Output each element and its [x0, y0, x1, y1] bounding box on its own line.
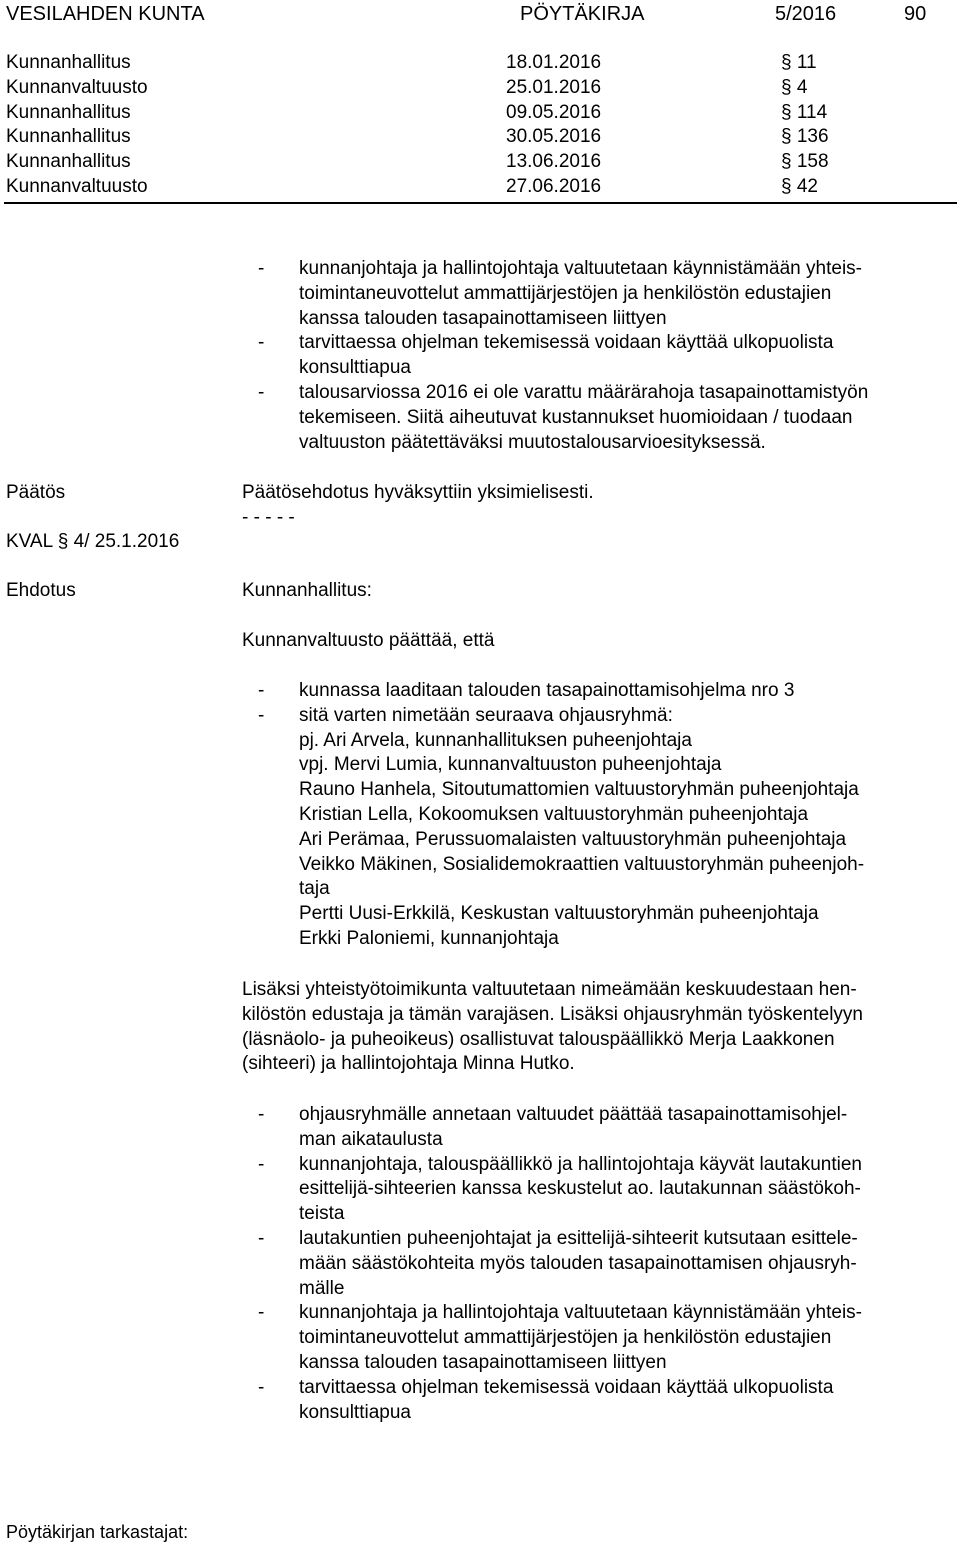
list-item-line: konsulttiapua	[299, 1401, 411, 1423]
list-item	[242, 1103, 957, 1153]
list-item-line: ohjausryhmälle annetaan valtuudet päättää tasapainottamisohjel-	[299, 1104, 848, 1125]
meeting-org: Kunnanvaltuusto	[6, 76, 148, 98]
section-number: 42	[796, 175, 818, 197]
bullet-dash: -	[258, 1104, 265, 1125]
paragraph-line: kilöstön edustaja ja tämän varajäsen. Lisäksi ohjausryhmän työskentelyyn	[242, 1003, 863, 1025]
member-line: taja	[299, 878, 330, 900]
section-sign: §	[781, 76, 792, 98]
list-item-line: kanssa talouden tasapainottamiseen liittyen	[299, 307, 667, 329]
member-line: Pertti Uusi-Erkkilä, Keskustan valtuustoryhmän puheenjohtaja	[299, 903, 819, 925]
meeting-org: Kunnanhallitus	[6, 151, 131, 173]
meeting-section	[781, 125, 829, 150]
decision-text: Päätösehdotus hyväksyttiin yksimielisesti.	[242, 482, 594, 503]
member-line: Ari Perämaa, Perussuomalaisten valtuustoryhmän puheenjohtaja	[299, 828, 847, 850]
bullet-dash: -	[258, 381, 265, 403]
meeting-section	[781, 51, 817, 76]
list-item	[242, 1153, 957, 1227]
member-line: pj. Ari Arvela, kunnanhallituksen puheenjohtaja	[299, 729, 692, 751]
meeting-org: Kunnanhallitus	[6, 52, 131, 73]
list-item-line: sitä varten nimetään seuraava ohjausryhmä:	[299, 704, 673, 726]
meeting-section	[781, 175, 818, 200]
decision-separator: - - - - -	[242, 507, 295, 528]
paragraph-line: (läsnäolo- ja puheoikeus) osallistuvat talouspäällikkö Merja Laakkonen	[242, 1028, 835, 1050]
list-item	[242, 1376, 957, 1426]
member-line: Kristian Lella, Kokoomuksen valtuustoryhmän puheenjohtaja	[299, 803, 809, 825]
meeting-section	[781, 76, 807, 101]
steering-group-members	[242, 729, 957, 952]
meeting-date: 09.05.2016	[506, 101, 602, 123]
section-sign: §	[781, 151, 792, 173]
section-sign: §	[781, 126, 792, 148]
section-number: 136	[796, 126, 829, 148]
list-item-line: man aikataulusta	[299, 1128, 443, 1150]
meeting-org: Kunnanhallitus	[6, 126, 131, 148]
member-line: Rauno Hanhela, Sitoutumattomien valtuustoryhmän puheenjohtaja	[299, 779, 859, 801]
proposal-list	[242, 679, 957, 952]
member-line: Erkki Paloniemi, kunnanjohtaja	[299, 927, 559, 949]
list-item	[242, 679, 957, 704]
list-item-line: teista	[299, 1203, 345, 1225]
decision-reference	[6, 530, 179, 555]
header-divider	[4, 202, 957, 204]
section-sign: §	[781, 101, 792, 123]
list-item-line: mään säästökohteita myös talouden tasapainottamisen ohjausryh-	[299, 1252, 857, 1274]
proposal-list-2	[242, 1103, 957, 1425]
bullet-dash: -	[258, 1302, 265, 1324]
meeting-row	[6, 51, 906, 76]
section-sign: §	[57, 531, 69, 552]
paragraph-line: (sihteeri) ja hallintojohtaja Minna Hutko.	[242, 1053, 575, 1075]
section-sign: §	[781, 175, 792, 197]
meeting-row	[6, 150, 906, 175]
list-item-line: valtuuston päätettäväksi muutostalousarvioesityksessä.	[299, 431, 766, 453]
decision-label: Päätös	[6, 482, 66, 503]
list-item-line: tekemiseen. Siitä aiheutuvat kustannukset huomioidaan / tuodaan	[299, 406, 853, 428]
list-item	[242, 1227, 957, 1301]
meeting-date: 27.06.2016	[506, 175, 602, 197]
section-number: 114	[796, 101, 828, 123]
member-line: Veikko Mäkinen, Sosialidemokraattien valtuustoryhmän puheenjoh-	[299, 853, 865, 875]
list-item-line: esittelijä-sihteerien kanssa keskustelut ao. lautakunnan säästökoh-	[299, 1178, 861, 1200]
reference-date: 4/ 25.1.2016	[73, 531, 180, 552]
list-item-line: kunnanjohtaja ja hallintojohtaja valtuutetaan käynnistämään yhteis-	[299, 1302, 862, 1324]
list-item	[242, 704, 957, 729]
meeting-org: Kunnanhallitus	[6, 101, 131, 123]
list-item-line: mälle	[299, 1277, 345, 1299]
top-bullet-list	[242, 257, 957, 455]
list-item	[242, 331, 957, 381]
municipality-name: VESILAHDEN KUNTA	[6, 3, 205, 25]
list-item	[242, 381, 957, 455]
page-number: 90	[904, 3, 927, 25]
list-item-line: tarvittaessa ohjelman tekemisessä voidaan käyttää ulkopuolista	[299, 332, 834, 354]
bullet-dash: -	[258, 1376, 265, 1398]
list-item-line: talousarviossa 2016 ei ole varattu määrärahoja tasapainottamistyön	[299, 381, 869, 403]
proposal-intro: Kunnanvaltuusto päättää, että	[242, 630, 495, 651]
bullet-dash: -	[258, 332, 265, 354]
meeting-row	[6, 175, 906, 200]
list-item-line: konsulttiapua	[299, 357, 411, 379]
list-item-line: kunnanjohtaja, talouspäällikkö ja hallintojohtaja käyvät lautakuntien	[299, 1153, 862, 1175]
list-item-line: kunnassa laaditaan talouden tasapainottamisohjelma nro 3	[299, 680, 795, 701]
minutes-checkers-label: Pöytäkirjan tarkastajat:	[6, 1522, 189, 1542]
meeting-org: Kunnanvaltuusto	[6, 175, 148, 197]
bullet-dash: -	[258, 258, 265, 279]
bullet-dash: -	[258, 680, 265, 701]
bullet-dash: -	[258, 1153, 265, 1175]
section-sign: §	[781, 52, 792, 73]
list-item	[242, 1301, 957, 1375]
list-item-line: toimintaneuvottelut ammattijärjestöjen ja henkilöstön edustajien	[299, 1327, 832, 1349]
meeting-date: 30.05.2016	[506, 126, 602, 148]
meeting-history	[6, 51, 906, 200]
bullet-dash: -	[258, 1227, 265, 1249]
issue-number: 5/2016	[775, 3, 837, 25]
section-number: 4	[796, 76, 808, 98]
list-item-line: tarvittaessa ohjelman tekemisessä voidaan käyttää ulkopuolista	[299, 1376, 834, 1398]
meeting-date: 18.01.2016	[506, 52, 602, 73]
meeting-row	[6, 125, 906, 150]
meeting-date: 25.01.2016	[506, 76, 602, 98]
additional-paragraph	[242, 978, 957, 1077]
proposal-by: Kunnanhallitus:	[242, 580, 372, 601]
list-item	[242, 257, 957, 331]
meeting-date: 13.06.2016	[506, 151, 602, 173]
proposal-label: Ehdotus	[6, 580, 76, 601]
section-number: 158	[796, 151, 829, 173]
bullet-dash: -	[258, 704, 265, 726]
document-type: PÖYTÄKIRJA	[520, 3, 645, 25]
meeting-section	[781, 101, 827, 126]
list-item-line: kanssa talouden tasapainottamiseen liittyen	[299, 1351, 667, 1373]
member-line: vpj. Mervi Lumia, kunnanvaltuuston puheenjohtaja	[299, 754, 722, 776]
meeting-row	[6, 76, 906, 101]
meeting-row	[6, 101, 906, 126]
list-item-line: toimintaneuvottelut ammattijärjestöjen ja henkilöstön edustajien	[299, 282, 832, 304]
list-item-line: lautakuntien puheenjohtajat ja esittelijä-sihteerit kutsutaan esittele-	[299, 1227, 858, 1249]
meeting-section	[781, 150, 829, 175]
reference-body: KVAL	[6, 531, 53, 552]
paragraph-line: Lisäksi yhteistyötoimikunta valtuutetaan nimeämään keskuudestaan hen-	[242, 979, 857, 1000]
section-number: 11	[796, 52, 817, 73]
list-item-line: kunnanjohtaja ja hallintojohtaja valtuutetaan käynnistämään yhteis-	[299, 258, 862, 279]
